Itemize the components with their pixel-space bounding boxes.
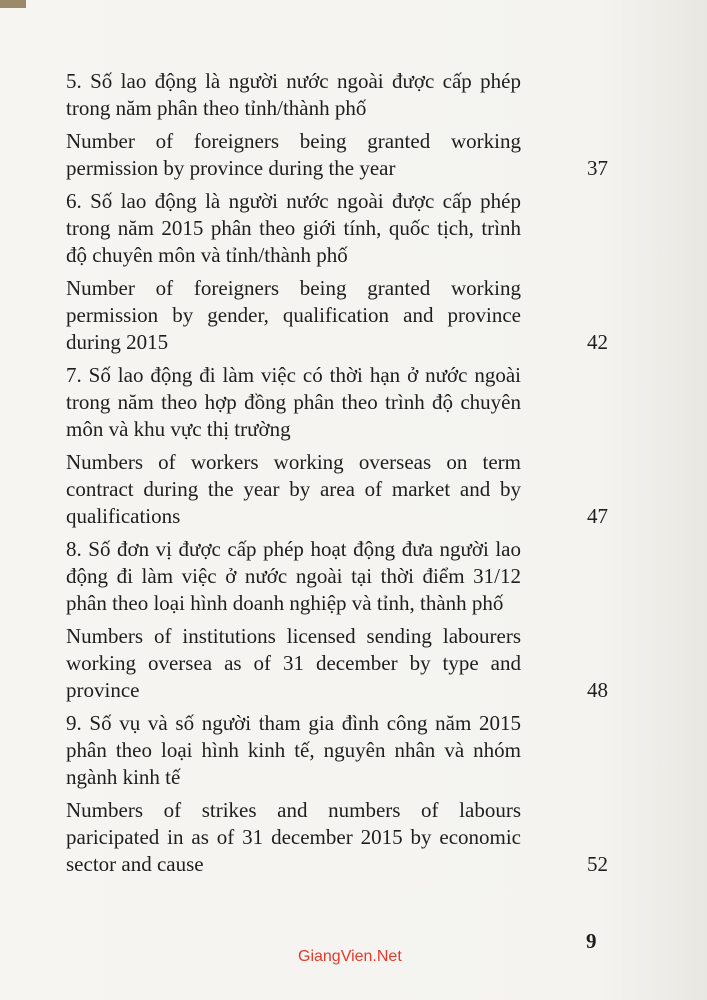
watermark-text: GiangVien.Net xyxy=(298,948,402,965)
entry-title-vietnamese xyxy=(66,188,626,269)
page-number: 42 xyxy=(587,330,608,354)
folio-page-number: 9 xyxy=(586,929,597,953)
title-line: phân theo loại hình kinh tế, nguyên nhân và nhóm xyxy=(66,738,521,762)
title-line: sector and cause xyxy=(66,852,204,876)
title-line: Numbers of institutions licensed sending labourers xyxy=(66,624,521,648)
page-corner-mark xyxy=(0,0,26,8)
title-line: 8. Số đơn vị được cấp phép hoạt động đưa người lao xyxy=(66,537,521,561)
entry-title-vietnamese xyxy=(66,536,626,617)
title-line: độ chuyên môn và tỉnh/thành phố xyxy=(66,243,348,267)
page-number: 47 xyxy=(587,504,608,528)
title-line: 7. Số lao động đi làm việc có thời hạn ở nước ngoài xyxy=(66,363,521,387)
entry-title-vietnamese xyxy=(66,68,626,122)
title-line: 5. Số lao động là người nước ngoài được cấp phép xyxy=(66,69,521,93)
title-line: qualifications xyxy=(66,504,181,528)
title-line: trong năm 2015 phân theo giới tính, quốc tịch, trình xyxy=(66,216,521,240)
toc-entry xyxy=(66,68,626,182)
title-line: province xyxy=(66,678,140,702)
title-line: phân theo loại hình doanh nghiệp và tỉnh, thành phố xyxy=(66,591,504,615)
entry-title-vietnamese xyxy=(66,710,626,791)
title-line: contract during the year by area of market and by xyxy=(66,477,521,501)
title-line: 6. Số lao động là người nước ngoài được cấp phép xyxy=(66,189,521,213)
entry-title-english xyxy=(66,128,626,182)
title-line: working oversea as of 31 december by type and xyxy=(66,651,521,675)
title-line: môn và khu vực thị trường xyxy=(66,417,291,441)
title-line: paricipated in as of 31 december 2015 by economic xyxy=(66,825,521,849)
title-line: 9. Số vụ và số người tham gia đình công năm 2015 xyxy=(66,711,521,735)
title-line: trong năm theo hợp đồng phân theo trình độ chuyên xyxy=(66,390,521,414)
toc-entry xyxy=(66,536,626,704)
title-line: trong năm phân theo tỉnh/thành phố xyxy=(66,96,367,120)
title-line: during 2015 xyxy=(66,330,169,354)
entry-title-english xyxy=(66,275,626,356)
entry-title-vietnamese xyxy=(66,362,626,443)
title-line: động đi làm việc ở nước ngoài tại thời điểm 31/12 xyxy=(66,564,521,588)
table-of-contents xyxy=(66,68,626,884)
title-line: permission by gender, qualification and province xyxy=(66,303,521,327)
title-line: Numbers of strikes and numbers of labours xyxy=(66,798,521,822)
title-line: permission by province during the year xyxy=(66,156,396,180)
page-number: 48 xyxy=(587,678,608,702)
entry-title-english xyxy=(66,797,626,878)
entry-title-english xyxy=(66,623,626,704)
page-number: 37 xyxy=(587,156,608,180)
title-line: ngành kinh tế xyxy=(66,765,181,789)
toc-entry xyxy=(66,188,626,356)
page-number: 52 xyxy=(587,852,608,876)
title-line: Number of foreigners being granted working xyxy=(66,276,521,300)
entry-title-english xyxy=(66,449,626,530)
toc-entry xyxy=(66,362,626,530)
toc-entry xyxy=(66,710,626,878)
title-line: Numbers of workers working overseas on term xyxy=(66,450,521,474)
title-line: Number of foreigners being granted working xyxy=(66,129,521,153)
